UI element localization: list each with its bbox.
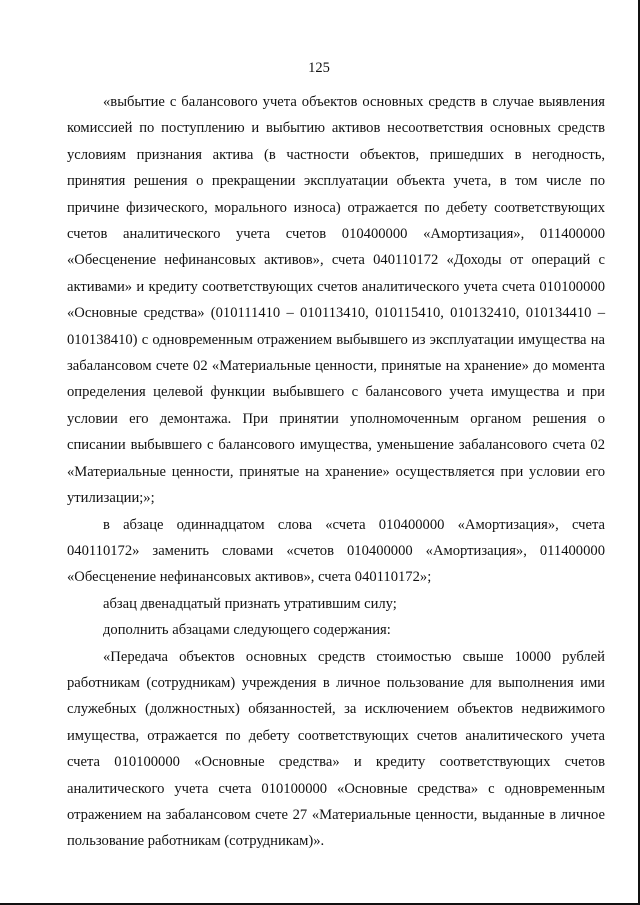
document-body [67, 89, 605, 855]
paragraph-personal-use-transfer: «Передача объектов основных средств стоимостью свыше 10000 рублей работникам (сотрудникам) учреждения в личное пользование для выполнения ими служебных (должностных) обязанностей, за исключением объектов недвижимого имущества, отражается по дебету соответствующих счетов аналитического учета счета 010100000 «Основные средства» и кредиту соответствующих счетов аналитического учета счета 010100000 «Основные средства» с одновременным отражением на забалансовом счете 27 «Материальные ценности, выданные в личное пользование работникам (сотрудникам)». [67, 648, 605, 850]
paragraph-disposal-accounting: «выбытие с балансового учета объектов основных средств в случае выявления комиссией по поступлению и выбытию активов несоответствия основных средств условиям признания актива (в частности объектов, пришедших в негодность, принятия решения о прекращении эксплуатации объекта учета, в том числе по причине физического, морального износа) отражается по дебету соответствующих счетов аналитического учета счетов 010400000 «Амортизация», 011400000 «Обесценение нефинансовых активов», счета 040110172 «Доходы от операций с активами» и кредиту соответствующих счетов аналитического учета счета 010100000 «Основные средства» (010111410 – 010113410, 010115410, 010132410, 010134410 – 010138410) с одновременным отражением выбывшего из эксплуатации имущества на забалансовом счете 02 «Материальные ценности, принятые на хранение» до момента определения целевой функции выбывшего с балансового учета имущества и при условии его демонтажа. При принятии уполномоченным органом решения о списании выбывшего с балансового имущества, уменьшение забалансового счета 02 «Материальные ценности, принятые на хранение» осуществляется при условии его утилизации;»; [67, 94, 605, 507]
paragraph-twelfth-repeal: абзац двенадцатый признать утратившим силу; [103, 595, 397, 612]
page-number: 125 [308, 60, 330, 76]
paragraph-eleventh-amendment: в абзаце одиннадцатом слова «счета 010400000 «Амортизация», счета 040110172» заменить словами «счетов 010400000 «Амортизация», 011400000 «Обесценение нефинансовых активов», счета 040110172»; [67, 516, 605, 586]
paragraph-supplement-intro: дополнить абзацами следующего содержания: [103, 622, 391, 639]
